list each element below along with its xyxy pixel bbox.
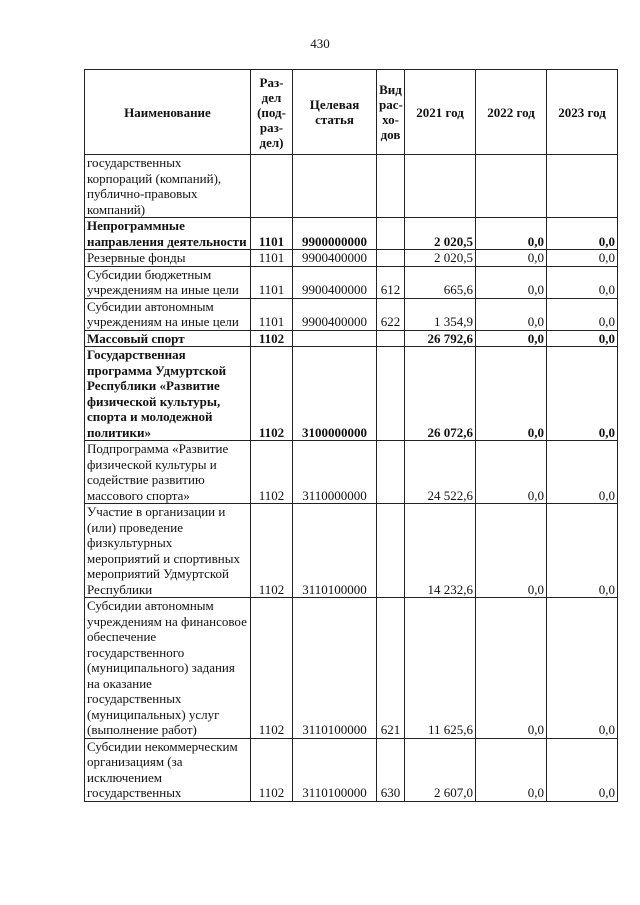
table-row: [85, 155, 618, 218]
row-value-2022: 0,0: [476, 266, 547, 298]
row-expense: 612: [377, 266, 405, 298]
row-name: государственных корпораций (компаний), публично-правовых компаний): [85, 155, 251, 218]
row-value-2022: 0,0: [476, 330, 547, 347]
row-value-2023: 0,0: [547, 298, 618, 330]
row-value-2022: 0,0: [476, 738, 547, 801]
row-name: Субсидии некоммерческим организациям (за исключением государственных: [85, 738, 251, 801]
row-expense: [377, 330, 405, 347]
row-section: 1102: [251, 504, 293, 598]
row-value-2022: 0,0: [476, 504, 547, 598]
row-name: Непрограммные направления деятельности: [85, 218, 251, 250]
row-value-2023: 0,0: [547, 598, 618, 739]
row-value-2022: 0,0: [476, 347, 547, 441]
table-row: [85, 738, 618, 801]
row-value-2021: 1 354,9: [405, 298, 476, 330]
table-header-row: [85, 70, 618, 155]
table-row: [85, 504, 618, 598]
row-value-2023: 0,0: [547, 441, 618, 504]
row-value-2022: 0,0: [476, 250, 547, 267]
row-name: Участие в организации и (или) проведение физкультурных мероприятий и спортивных мероприятий Удмуртской Республики: [85, 504, 251, 598]
row-target: 9900400000: [293, 266, 377, 298]
row-value-2023: 0,0: [547, 218, 618, 250]
row-value-2022: 0,0: [476, 298, 547, 330]
row-value-2023: 0,0: [547, 347, 618, 441]
row-target: 3110100000: [293, 504, 377, 598]
header-2022: 2022 год: [476, 70, 547, 155]
row-name: Субсидии бюджетным учреждениям на иные цели: [85, 266, 251, 298]
row-section: 1101: [251, 298, 293, 330]
row-target: [293, 155, 377, 218]
row-value-2022: 0,0: [476, 441, 547, 504]
row-section: 1101: [251, 218, 293, 250]
row-expense: [377, 441, 405, 504]
row-value-2023: 0,0: [547, 738, 618, 801]
row-name: Подпрограмма «Развитие физической культуры и содействие развитию массового спорта»: [85, 441, 251, 504]
row-target: [293, 330, 377, 347]
header-2021: 2021 год: [405, 70, 476, 155]
row-name: Резервные фонды: [85, 250, 251, 267]
row-value-2021: 26 072,6: [405, 347, 476, 441]
table-row: [85, 441, 618, 504]
row-expense: [377, 218, 405, 250]
row-value-2021: 2 607,0: [405, 738, 476, 801]
row-value-2021: 2 020,5: [405, 218, 476, 250]
row-section: 1102: [251, 738, 293, 801]
header-expense: Вид рас- хо- дов: [377, 70, 405, 155]
row-target: 3100000000: [293, 347, 377, 441]
row-section: 1102: [251, 330, 293, 347]
row-expense: [377, 250, 405, 267]
row-target: 3110000000: [293, 441, 377, 504]
table-row: [85, 330, 618, 347]
row-target: 3110100000: [293, 738, 377, 801]
row-name: Субсидии автономным учреждениям на иные цели: [85, 298, 251, 330]
row-value-2023: 0,0: [547, 250, 618, 267]
header-target: Целевая статья: [293, 70, 377, 155]
row-section: 1102: [251, 598, 293, 739]
row-value-2023: [547, 155, 618, 218]
row-value-2021: 24 522,6: [405, 441, 476, 504]
row-expense: 630: [377, 738, 405, 801]
row-target: 3110100000: [293, 598, 377, 739]
table-row: [85, 250, 618, 267]
table-row: [85, 218, 618, 250]
row-target: 9900400000: [293, 250, 377, 267]
row-section: 1102: [251, 347, 293, 441]
header-section: Раз- дел (под- раз- дел): [251, 70, 293, 155]
row-value-2021: 11 625,6: [405, 598, 476, 739]
row-value-2021: 26 792,6: [405, 330, 476, 347]
row-expense: [377, 347, 405, 441]
row-expense: [377, 504, 405, 598]
row-name: Государственная программа Удмуртской Республики «Развитие физической культуры, спорта и молодежной политики»: [85, 347, 251, 441]
row-expense: 622: [377, 298, 405, 330]
row-target: 9900400000: [293, 298, 377, 330]
budget-table: [84, 69, 618, 802]
table-row: [85, 298, 618, 330]
row-value-2021: 14 232,6: [405, 504, 476, 598]
row-value-2023: 0,0: [547, 330, 618, 347]
row-value-2021: 665,6: [405, 266, 476, 298]
row-value-2021: [405, 155, 476, 218]
row-value-2023: 0,0: [547, 266, 618, 298]
row-expense: [377, 155, 405, 218]
row-value-2022: [476, 155, 547, 218]
row-value-2022: 0,0: [476, 598, 547, 739]
row-section: 1101: [251, 250, 293, 267]
row-section: 1101: [251, 266, 293, 298]
row-value-2023: 0,0: [547, 504, 618, 598]
table-row: [85, 347, 618, 441]
table-row: [85, 266, 618, 298]
row-section: 1102: [251, 441, 293, 504]
row-value-2022: 0,0: [476, 218, 547, 250]
row-section: [251, 155, 293, 218]
row-target: 9900000000: [293, 218, 377, 250]
row-expense: 621: [377, 598, 405, 739]
row-name: Субсидии автономным учреждениям на финансовое обеспечение государственного (муниципального) задания на оказание государственных (муниципальных) услуг (выполнение работ): [85, 598, 251, 739]
header-2023: 2023 год: [547, 70, 618, 155]
row-name: Массовый спорт: [85, 330, 251, 347]
page-number: 430: [310, 36, 330, 51]
header-name: Наименование: [85, 70, 251, 155]
table-row: [85, 598, 618, 739]
row-value-2021: 2 020,5: [405, 250, 476, 267]
